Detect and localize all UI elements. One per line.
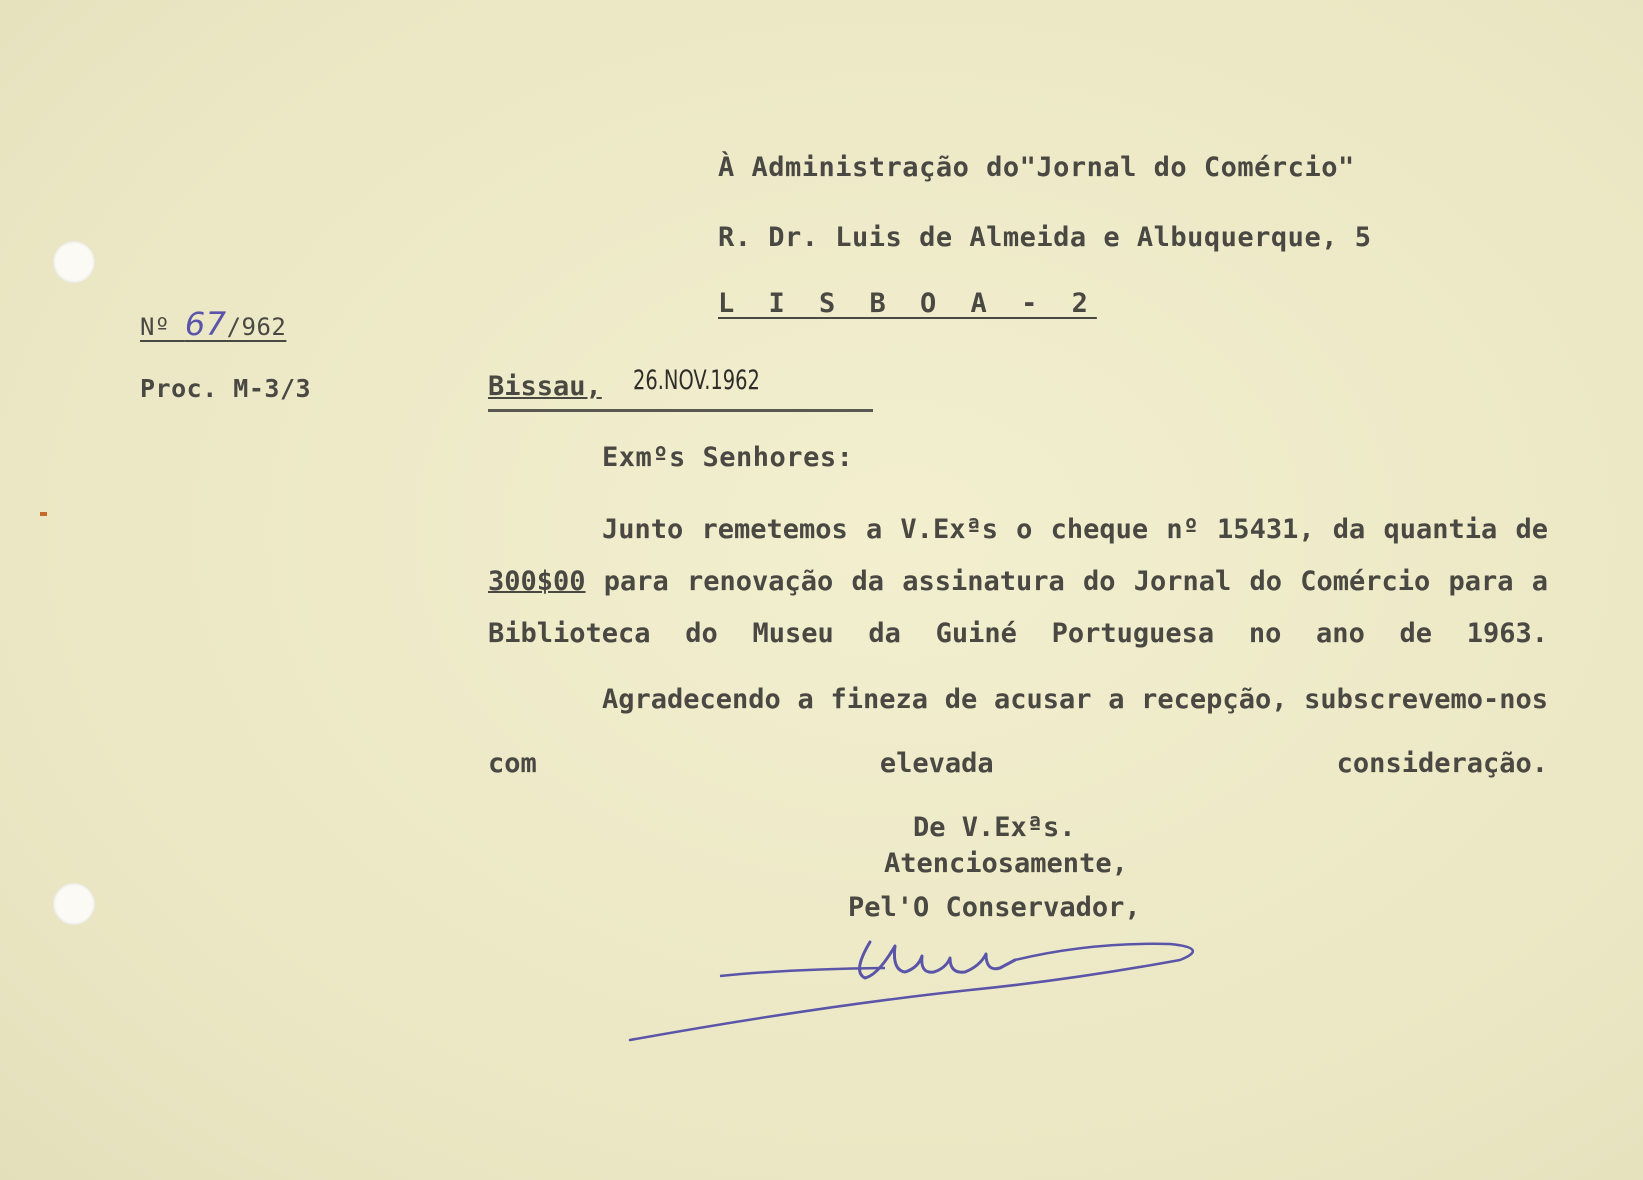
date-stamp: 26.NOV.1962 bbox=[633, 365, 760, 396]
body-paragraph-1 bbox=[488, 504, 1548, 660]
closing-line-1: De V.Exªs. bbox=[913, 812, 1076, 843]
reference-number-label: Nº bbox=[140, 313, 185, 341]
signature-icon bbox=[620, 920, 1240, 1050]
body-paragraph-2: Agradecendo a fineza de acusar a recepção, subscrevemo-nos com elevada consideração. bbox=[488, 684, 1548, 779]
recipient-city: L I S B O A - 2 bbox=[718, 288, 1097, 319]
reference-number bbox=[140, 305, 286, 343]
salutation: Exmºs Senhores: bbox=[602, 442, 854, 473]
process-reference: Proc. M-3/3 bbox=[140, 374, 312, 403]
date-line bbox=[488, 365, 873, 412]
closing-line-2: Atenciosamente, bbox=[884, 848, 1128, 879]
margin-mark bbox=[40, 512, 47, 516]
recipient-line-1: À Administração do"Jornal do Comércio" bbox=[718, 152, 1355, 183]
reference-number-handwritten: 67 bbox=[184, 305, 227, 343]
amount: 300$00 bbox=[488, 566, 586, 597]
reference-number-year: /962 bbox=[226, 313, 287, 341]
body-paragraph-1-start: Junto remetemos a V.Exªs o cheque nº 15431, da quantia de bbox=[602, 514, 1548, 545]
closing-line-3: Pel'O Conservador, bbox=[848, 892, 1141, 923]
recipient-line-2: R. Dr. Luis de Almeida e Albuquerque, 5 bbox=[718, 222, 1372, 253]
punch-hole-top bbox=[53, 241, 95, 283]
body-paragraph-1-end: para renovação da assinatura do Jornal do Comércio para a Biblioteca do Museu da Guiné Portuguesa no ano de 1963. bbox=[488, 566, 1548, 649]
punch-hole-bottom bbox=[53, 883, 95, 925]
date-place: Bissau, bbox=[488, 371, 602, 402]
